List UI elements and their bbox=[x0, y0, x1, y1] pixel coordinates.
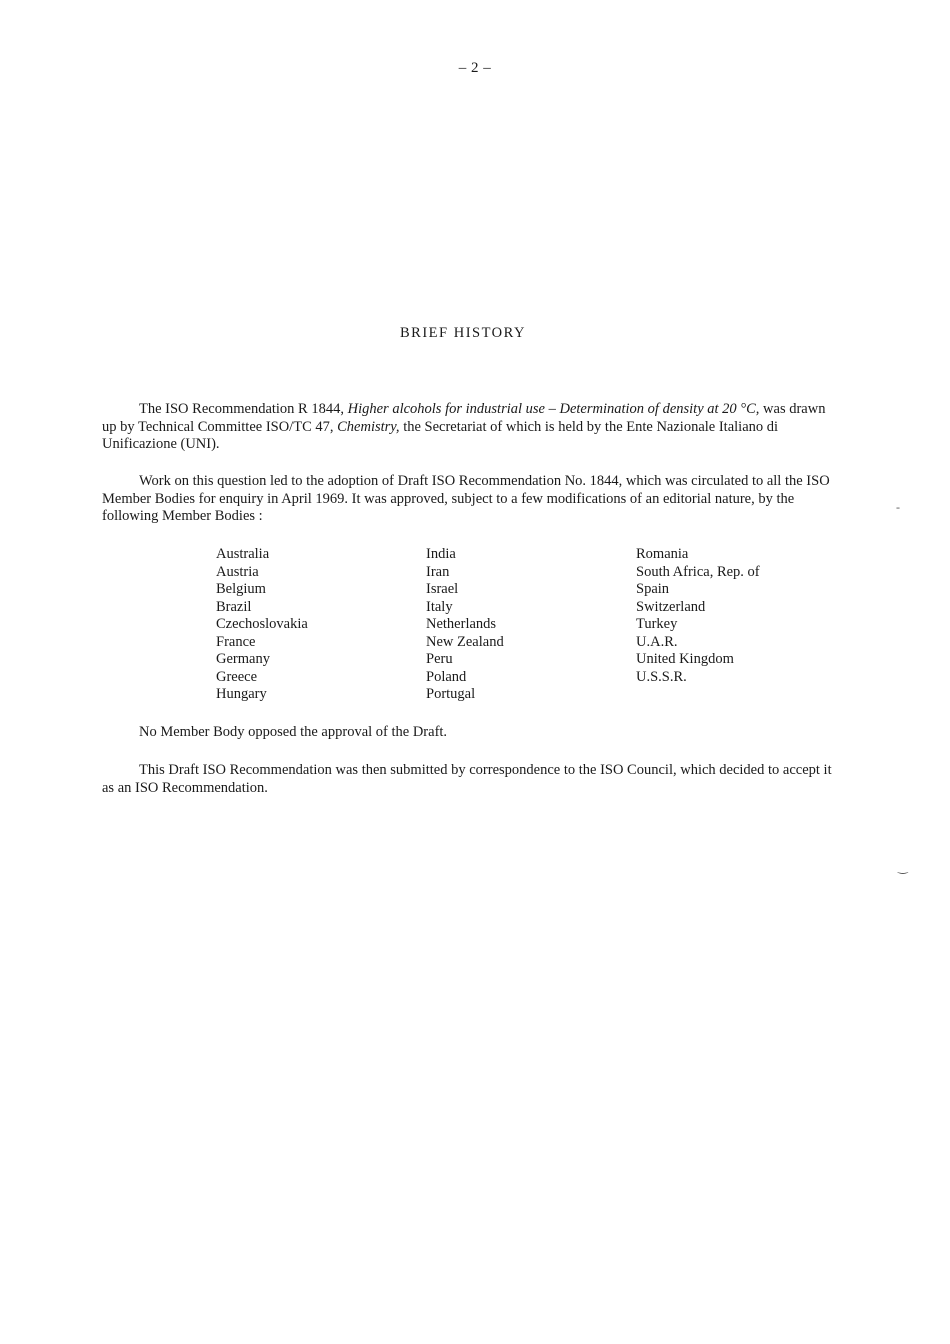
member-bodies-column-1 bbox=[216, 546, 308, 704]
scan-mark: ‿ bbox=[898, 860, 908, 874]
member-body-item: Netherlands bbox=[426, 616, 497, 632]
member-body-item: Israel bbox=[426, 581, 459, 597]
scan-mark: - bbox=[896, 500, 900, 514]
para1-text-b: was drawn up by Technical Committee ISO/TC 47, bbox=[102, 401, 826, 435]
page-number: – 2 – bbox=[458, 60, 492, 76]
member-body-item: Hungary bbox=[216, 686, 267, 702]
member-body-item: United Kingdom bbox=[636, 651, 734, 667]
history-paragraph-4 bbox=[102, 762, 837, 797]
member-body-item: Romania bbox=[636, 546, 689, 562]
member-bodies-column-3 bbox=[636, 546, 760, 686]
member-body-item: Switzerland bbox=[636, 598, 706, 615]
member-body-item: Germany bbox=[216, 651, 270, 667]
member-body-item: Spain bbox=[636, 581, 670, 597]
member-body-item: India bbox=[426, 546, 456, 562]
member-body-item: New Zealand bbox=[426, 633, 504, 650]
committee-name: Chemistry, bbox=[337, 418, 400, 435]
member-body-item: Greece bbox=[216, 668, 258, 685]
history-paragraph-2 bbox=[102, 473, 837, 526]
member-body-item: Portugal bbox=[426, 686, 476, 702]
member-body-item: Austria bbox=[216, 563, 259, 580]
para4-text: This Draft ISO Recommendation was then submitted by correspondence to the ISO Council, which decided to accept it as an ISO Recommendation. bbox=[102, 762, 832, 796]
member-body-item: Poland bbox=[426, 668, 467, 685]
history-paragraph-1 bbox=[102, 401, 837, 454]
para1-text-a: The ISO Recommendation R 1844, bbox=[139, 401, 348, 417]
member-body-item: U.S.S.R. bbox=[636, 668, 687, 685]
member-body-item: Turkey bbox=[636, 616, 678, 632]
member-body-item: Australia bbox=[216, 546, 270, 562]
member-body-item: Peru bbox=[426, 651, 453, 667]
member-body-item: Iran bbox=[426, 563, 450, 580]
para1-text-c: the Secretariat of which is held by the Ente Nazionale Italiano di Unificazione (UNI). bbox=[102, 418, 779, 452]
member-body-item: South Africa, Rep. of bbox=[636, 563, 760, 580]
member-bodies-column-2 bbox=[426, 546, 504, 704]
member-body-item: U.A.R. bbox=[636, 633, 678, 650]
member-body-item: Belgium bbox=[216, 581, 266, 597]
member-body-item: Brazil bbox=[216, 598, 252, 615]
para3-text: No Member Body opposed the approval of the Draft. bbox=[139, 724, 448, 740]
section-title: BRIEF HISTORY bbox=[400, 325, 526, 341]
recommendation-title: Higher alcohols for industrial use – Determination of density at 20 °C, bbox=[347, 401, 760, 417]
history-paragraph-3 bbox=[102, 724, 837, 742]
member-body-item: Italy bbox=[426, 598, 453, 615]
member-body-item: France bbox=[216, 633, 256, 650]
para2-text: Work on this question led to the adoption of Draft ISO Recommendation No. 1844, which was circulated to all the ISO Member Bodies for enquiry in April 1969. It was approved, subject to a few modifications of an editorial nature, by the following Member Bodies : bbox=[102, 473, 830, 524]
member-body-item: Czechoslovakia bbox=[216, 616, 308, 632]
